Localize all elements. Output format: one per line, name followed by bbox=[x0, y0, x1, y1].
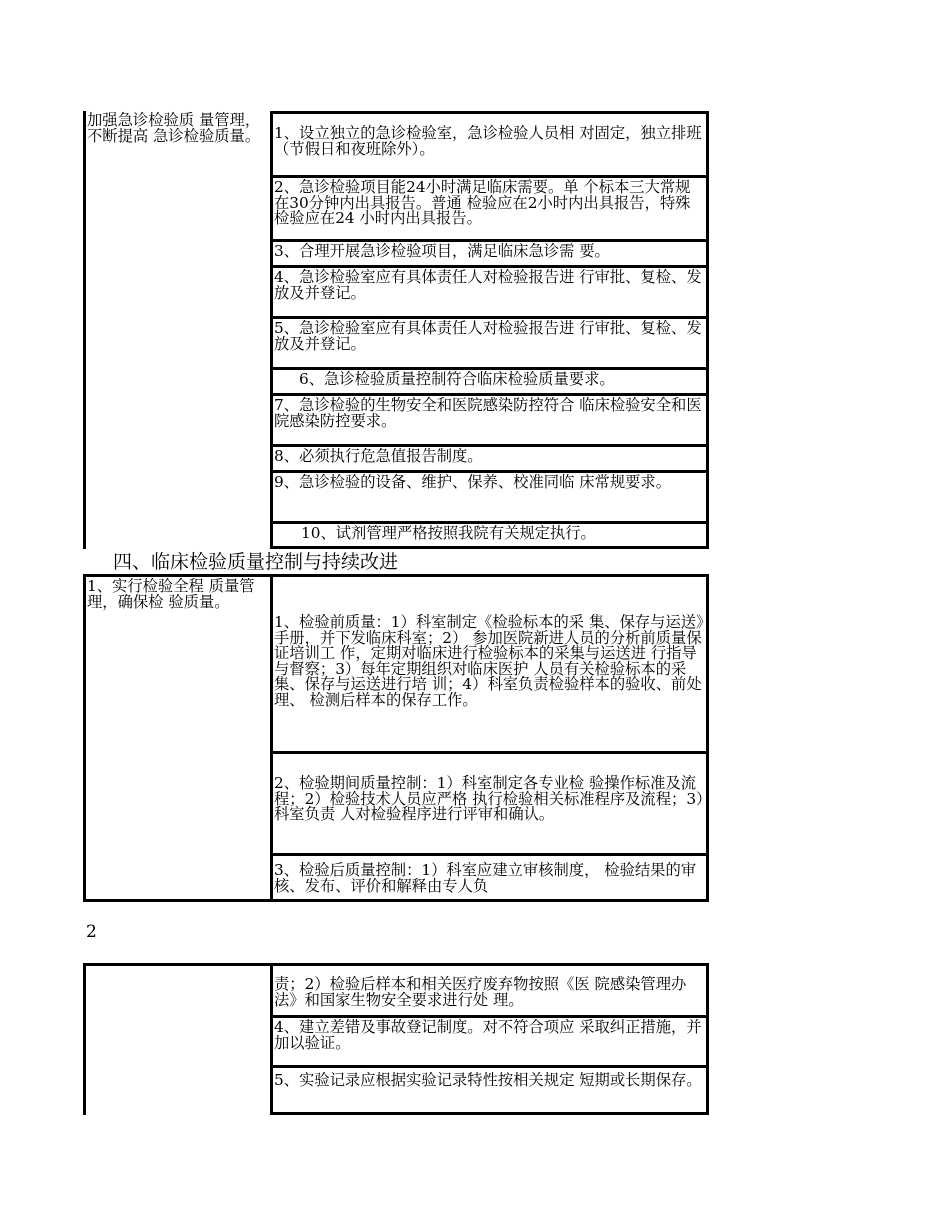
list-item: 7、急诊检验的生物安全和医院感染防控符合 临床检验安全和医院感染防控要求。 bbox=[274, 396, 702, 430]
table-row bbox=[270, 853, 709, 902]
list-item: 2、检验期间质量控制：1）科室制定各专业检 验操作标准及流程；2）检验技术人员应严格 执行检验相关标准程序及流程；3）科室负责 人对检验程序进行评审和确认。 bbox=[274, 774, 704, 823]
list-item: 6、急诊检验质量控制符合临床检验质量要求。 bbox=[299, 370, 615, 388]
quality-control-table bbox=[83, 574, 709, 902]
document-page bbox=[83, 0, 709, 1230]
table-row bbox=[270, 574, 709, 751]
list-item: 2、急诊检验项目能24小时满足临床需要。单 个标本三大常规在30分钟内出具报告。普通 检验应在2小时内出具报告，特殊检验应在24 小时内出具报告。 bbox=[274, 178, 691, 227]
list-item: 4、急诊检验室应有具体责任人对检验报告进 行审批、复检、发放及并登记。 bbox=[274, 268, 702, 302]
page2-left-cell bbox=[83, 963, 270, 1115]
quality-control-left-cell bbox=[83, 574, 270, 902]
table-row bbox=[270, 1065, 709, 1115]
table-row bbox=[270, 265, 709, 316]
list-item: 5、实验记录应根据实验记录特性按相关规定 短期或长期保存。 bbox=[274, 1071, 702, 1089]
table-row bbox=[270, 470, 709, 521]
list-item: 3、检验后质量控制：1）科室应建立审核制度， 检验结果的审核、发布、评价和解释由专人负 bbox=[274, 861, 697, 895]
list-item: 责；2）检验后样本和相关医疗废弃物按照《医 院感染管理办法》和国家生物安全要求进行处 理。 bbox=[274, 975, 687, 1009]
list-item: 3、合理开展急诊检验项目，满足临床急诊需 要。 bbox=[274, 242, 610, 260]
table-row bbox=[270, 316, 709, 367]
list-item: 9、急诊检验的设备、维护、保养、校准同临 床常规要求。 bbox=[274, 473, 672, 491]
table-row bbox=[270, 963, 709, 1015]
table-row bbox=[270, 175, 709, 239]
emergency-lab-objective: 加强急诊检验质 量管理，不断提高 急诊检验质量。 bbox=[87, 111, 261, 145]
table-row bbox=[270, 444, 709, 470]
quality-control-objective: 1、实行检验全程 质量管理，确保检 验质量。 bbox=[87, 577, 255, 611]
emergency-lab-left-cell bbox=[83, 111, 270, 549]
page-number: 2 bbox=[86, 922, 97, 942]
emergency-lab-table bbox=[83, 111, 709, 549]
table-row bbox=[270, 239, 709, 265]
list-item: 1、设立独立的急诊检验室，急诊检验人员相 对固定，独立排班（节假日和夜班除外）。 bbox=[274, 124, 702, 158]
list-item: 10、试剂管理严格按照我院有关规定执行。 bbox=[301, 524, 596, 542]
list-item: 1、检验前质量：1）科室制定《检验标本的采 集、保存与运送》手册，并下发临床科室；2） 参加医院新进人员的分析前质量保证培训工 作，定期对临床进行检验标本的采集与运送进 行指导与督察；3）每年定期组织对临床医护 人员有关检验标本的采集、保存与运送进行培 训；4）科室负责检验样本的验收、前处理、 检测后样本的保存工作。 bbox=[274, 613, 704, 709]
table-row bbox=[270, 111, 709, 175]
table-row bbox=[270, 1015, 709, 1065]
page2-table bbox=[83, 963, 709, 1115]
table-row bbox=[270, 751, 709, 853]
section-heading: 四、临床检验质量控制与持续改进 bbox=[113, 551, 399, 573]
table-row bbox=[270, 521, 709, 549]
list-item: 4、建立差错及事故登记制度。对不符合项应 采取纠正措施，并加以验证。 bbox=[274, 1018, 702, 1052]
table-row bbox=[270, 367, 709, 393]
table-row bbox=[270, 393, 709, 444]
list-item: 5、急诊检验室应有具体责任人对检验报告进 行审批、复检、发放及并登记。 bbox=[274, 319, 702, 353]
list-item: 8、必须执行危急值报告制度。 bbox=[274, 447, 483, 465]
